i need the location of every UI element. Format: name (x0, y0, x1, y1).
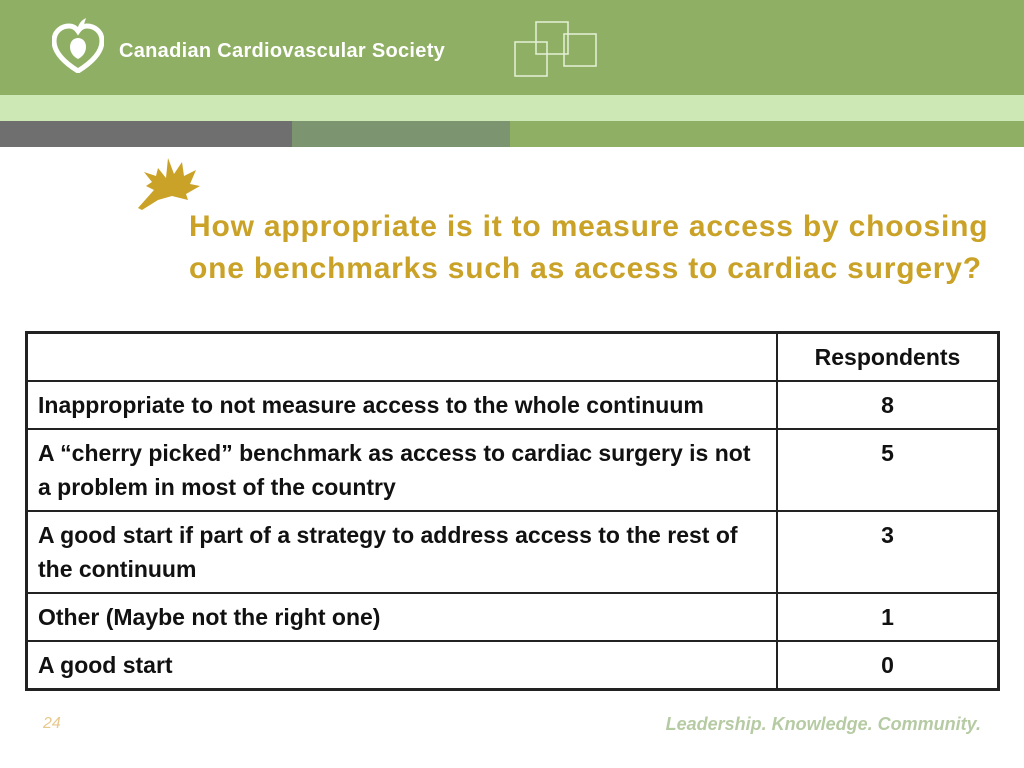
header-stripe-green (510, 121, 1024, 147)
page-number: 24 (43, 715, 61, 732)
row-label: Inappropriate to not measure access to the whole continuum (27, 381, 778, 429)
table-row (27, 381, 999, 429)
table-row (27, 511, 999, 593)
row-label: A “cherry picked” benchmark as access to cardiac surgery is not a problem in most of the country (27, 429, 778, 511)
row-label: A good start if part of a strategy to address access to the rest of the continuum (27, 511, 778, 593)
row-value: 5 (777, 429, 999, 511)
row-value: 1 (777, 593, 999, 641)
slide-title: How appropriate is it to measure access by choosing one benchmarks such as access to cardiac surgery? (189, 210, 989, 285)
table-row (27, 429, 999, 511)
row-label: Other (Maybe not the right one) (27, 593, 778, 641)
heart-logo-icon (52, 17, 104, 73)
header-stripe-gray (0, 121, 292, 147)
table-row (27, 641, 999, 690)
org-name: Canadian Cardiovascular Society (119, 40, 446, 62)
row-value: 3 (777, 511, 999, 593)
table-header-row (27, 333, 999, 382)
row-label: A good start (27, 641, 778, 690)
header-light-band (0, 95, 1024, 121)
header-stripe-sage (292, 121, 510, 147)
squares-decoration-icon (514, 20, 600, 78)
row-value: 0 (777, 641, 999, 690)
column-header-respondents: Respondents (777, 333, 999, 382)
results-table (25, 331, 1000, 691)
column-header-empty (27, 333, 778, 382)
footer-tagline: Leadership. Knowledge. Community. (665, 714, 981, 734)
maple-leaf-icon (136, 154, 202, 210)
row-value: 8 (777, 381, 999, 429)
table-row (27, 593, 999, 641)
